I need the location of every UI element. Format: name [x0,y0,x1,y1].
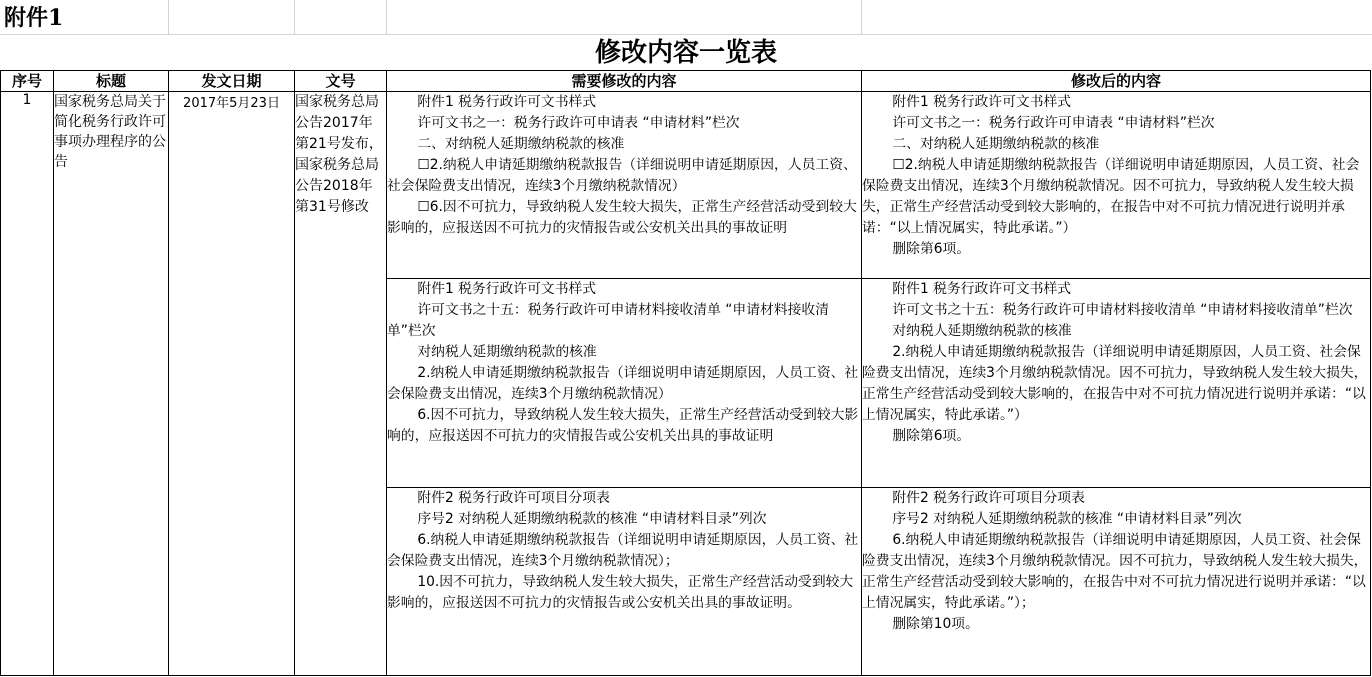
before-line: 附件1 税务行政许可文书样式 [417,281,597,297]
gridline [861,0,862,34]
after-line: 附件1 税务行政许可文书样式 [892,94,1072,110]
before-line: 对纳税人延期缴纳税款的核准 [417,344,597,360]
after-line: 附件1 税务行政许可文书样式 [892,281,1072,297]
before-line: 许可文书之一：税务行政许可申请表 “申请材料”栏次 [417,115,740,131]
before-line: 10.因不可抗力，导致纳税人发生较大损失，正常生产经营活动受到较大影响的，应报送因不可抗力的灾情报告或公安机关出具的事故证明。 [387,574,854,611]
before-line: 附件1 税务行政许可文书样式 [417,94,597,110]
before-line: 附件2 税务行政许可项目分项表 [417,490,610,506]
header-seq[interactable]: 序号 [1,71,54,92]
header-date[interactable]: 发文日期 [169,71,295,92]
after-line: 删除第10项。 [892,616,979,632]
after-line: 删除第6项。 [892,428,971,444]
before-line: 许可文书之十五：税务行政许可申请材料接收清单 “申请材料接收清单”栏次 [387,302,830,339]
after-line: 二、对纳税人延期缴纳税款的核准 [892,136,1100,152]
cell-title[interactable]: 国家税务总局关于简化税务行政许可事项办理程序的公告 [54,92,169,676]
after-line: 对纳税人延期缴纳税款的核准 [892,323,1072,339]
header-before[interactable]: 需要修改的内容 [387,71,862,92]
after-line: ☐2.纳税人申请延期缴纳税款报告（详细说明申请延期原因，人员工资、社会保险费支出情况，连续3个月缴纳税款情况。因不可抗力，导致纳税人发生较大损失，正常生产经营活动受到较大影响的，在报告中对不可抗力情况进行说明并承诺：“以上情况属实，特此承诺。”） [862,157,1360,236]
revision-table [0,70,1371,676]
cell-after-2[interactable] [862,279,1371,488]
after-line: 6.纳税人申请延期缴纳税款报告（详细说明申请延期原因，人员工资、社会保险费支出情况，连续3个月缴纳税款情况。因不可抗力，导致纳税人发生较大损失，正常生产经营活动受到较大影响的，在报告中对不可抗力情况进行说明并承诺：“以上情况属实，特此承诺。”）； [862,532,1368,611]
before-line: 二、对纳税人延期缴纳税款的核准 [417,136,625,152]
cell-before-1[interactable] [387,92,862,279]
after-line: 删除第6项。 [892,241,971,257]
gridline [294,0,295,34]
gridline [0,34,1372,35]
cell-date[interactable]: 2017年5月23日 [169,92,295,676]
attachment-label: 附件1 [4,5,64,31]
cell-before-3[interactable] [387,488,862,676]
before-line: 序号2 对纳税人延期缴纳税款的核准 “申请材料目录”列次 [417,511,767,527]
after-line: 许可文书之十五：税务行政许可申请材料接收清单 “申请材料接收清单”栏次 [892,302,1353,318]
before-line: ☐2.纳税人申请延期缴纳税款报告（详细说明申请延期原因，人员工资、社会保险费支出情况，连续3个月缴纳税款情况） [387,157,857,194]
table-row [1,92,1371,279]
cell-doc-no[interactable]: 国家税务总局公告2017年第21号发布，国家税务总局公告2018年第31号修改 [295,92,387,676]
cell-after-1[interactable] [862,92,1371,279]
before-line: ☐6.因不可抗力，导致纳税人发生较大损失，正常生产经营活动受到较大影响的，应报送因不可抗力的灾情报告或公安机关出具的事故证明 [387,199,857,236]
gridline [386,0,387,34]
cell-seq[interactable]: 1 [1,92,54,676]
header-doc-no[interactable]: 文号 [295,71,387,92]
before-line: 2.纳税人申请延期缴纳税款报告（详细说明申请延期原因，人员工资、社会保险费支出情况，连续3个月缴纳税款情况） [387,365,859,402]
cell-after-3[interactable] [862,488,1371,676]
before-line: 6.纳税人申请延期缴纳税款报告（详细说明申请延期原因，人员工资、社会保险费支出情况，连续3个月缴纳税款情况）； [387,532,859,569]
header-after[interactable]: 修改后的内容 [862,71,1371,92]
before-line: 6.因不可抗力，导致纳税人发生较大损失，正常生产经营活动受到较大影响的，应报送因不可抗力的灾情报告或公安机关出具的事故证明 [387,407,859,444]
gridline [168,0,169,34]
after-line: 序号2 对纳税人延期缴纳税款的核准 “申请材料目录”列次 [892,511,1242,527]
cell-before-2[interactable] [387,279,862,488]
header-row [1,71,1371,92]
table-title: 修改内容一览表 [594,38,777,68]
after-line: 许可文书之一：税务行政许可申请表 “申请材料”栏次 [892,115,1215,131]
after-line: 附件2 税务行政许可项目分项表 [892,490,1085,506]
after-line: 2.纳税人申请延期缴纳税款报告（详细说明申请延期原因，人员工资、社会保险费支出情况，连续3个月缴纳税款情况。因不可抗力，导致纳税人发生较大损失，正常生产经营活动受到较大影响的，在报告中对不可抗力情况进行说明并承诺：“以上情况属实，特此承诺。”） [862,344,1368,423]
header-title[interactable]: 标题 [54,71,169,92]
